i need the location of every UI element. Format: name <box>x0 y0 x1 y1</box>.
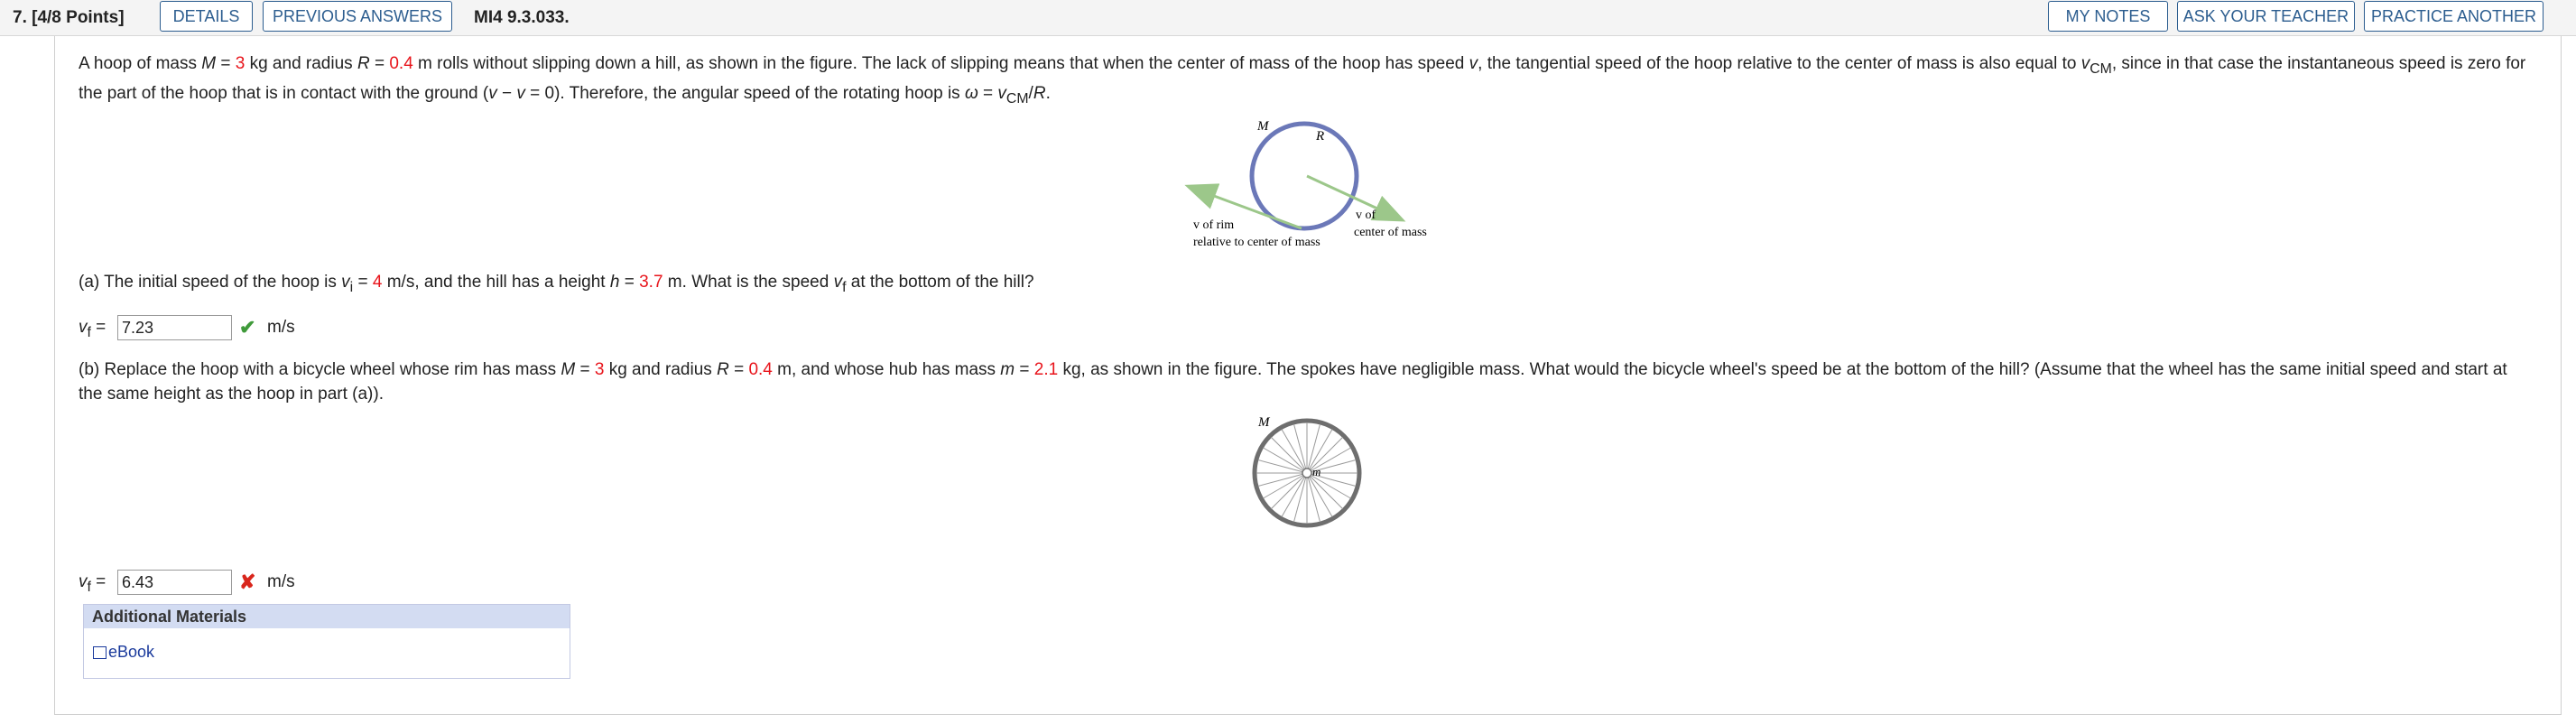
wheel-hub <box>1302 469 1311 478</box>
incorrect-x-icon: ✘ <box>239 571 256 593</box>
center-velocity-label: v of <box>1356 209 1376 222</box>
part-b-answer-label: $v_f$ = <box>79 572 107 595</box>
wheel-spoke <box>1307 473 1320 522</box>
rim-velocity-label: v of rim <box>1193 218 1235 232</box>
question-id: MI4 9.3.033. <box>474 8 570 27</box>
ebook-link[interactable] <box>93 643 154 662</box>
previous-answers-button[interactable]: PREVIOUS ANSWERS <box>263 1 452 32</box>
part-b-question: (b) Replace the hoop with a bicycle wheel whose rim has mass M = 3 kg and radius R = 0.4 m, and whose hub has mass m = 2.1 kg, as shown in the figure. The spokes have negligible mass. What would the bicycle wheel's speed be at the bottom of the hill? (Assume that the wheel has the same initial speed and start at the same height as the hoop in part (a)). <box>79 360 2507 404</box>
additional-materials-heading: Additional Materials <box>84 605 570 628</box>
ask-your-teacher-button[interactable]: ASK YOUR TEACHER <box>2177 1 2355 32</box>
my-notes-button[interactable]: MY NOTES <box>2048 1 2168 32</box>
bicycle-wheel-figure <box>1246 411 1363 528</box>
part-a-answer-input[interactable] <box>117 315 232 340</box>
part-b-answer-input[interactable] <box>117 570 232 595</box>
wheel-spoke <box>1294 424 1307 473</box>
part-b-answer-unit: m/s <box>267 572 295 591</box>
wheel-spoke <box>1258 473 1307 486</box>
hoop <box>1252 124 1357 228</box>
additional-materials-box <box>83 604 570 679</box>
hoop-figure <box>1173 117 1453 253</box>
wheel-spoke <box>1258 460 1307 473</box>
center-velocity-label-2: center of mass <box>1354 226 1427 239</box>
part-a-answer-unit: m/s <box>267 318 295 337</box>
book-icon <box>93 646 107 659</box>
question-header <box>0 0 2576 36</box>
wheel-label-M: M <box>1258 415 1270 430</box>
details-button[interactable]: DETAILS <box>160 1 253 32</box>
part-a-question: (a) The initial speed of the hoop is $v_i = 4$ m/s, and the hill has a height h = 3.7 m. What is the speed $v_f$ at the bottom of the hill? <box>79 273 1034 295</box>
part-a-answer-label: $v_f$ = <box>79 318 107 340</box>
wheel-spoke <box>1294 473 1307 522</box>
problem-intro-text: A hoop of mass M = 3 kg and radius R = 0.4 m rolls without slipping down a hill, as shown in the figure. The lack of slipping means that when the center of mass of the hoop has speed v, the tangential speed of the hoop relative to the center of mass is also equal to $v_{CM}$, since in that case the instantaneous speed is zero for the part of the hoop that is in contact with the ground (v − v = 0). Therefore, the angular speed of the rotating hoop is $\omega = v_{CM}/R$. <box>79 54 2526 107</box>
practice-another-button[interactable]: PRACTICE ANOTHER <box>2364 1 2544 32</box>
question-number: 7. [4/8 Points] <box>13 8 125 27</box>
rim-velocity-label-2: relative to center of mass <box>1193 236 1320 249</box>
correct-check-icon: ✔ <box>239 316 256 339</box>
wheel-label-m: m <box>1312 465 1321 478</box>
center-velocity-arrow <box>1307 176 1401 219</box>
figure-label-R: R <box>1316 129 1325 144</box>
figure-label-M: M <box>1257 119 1269 134</box>
ebook-link-label: eBook <box>108 643 155 661</box>
